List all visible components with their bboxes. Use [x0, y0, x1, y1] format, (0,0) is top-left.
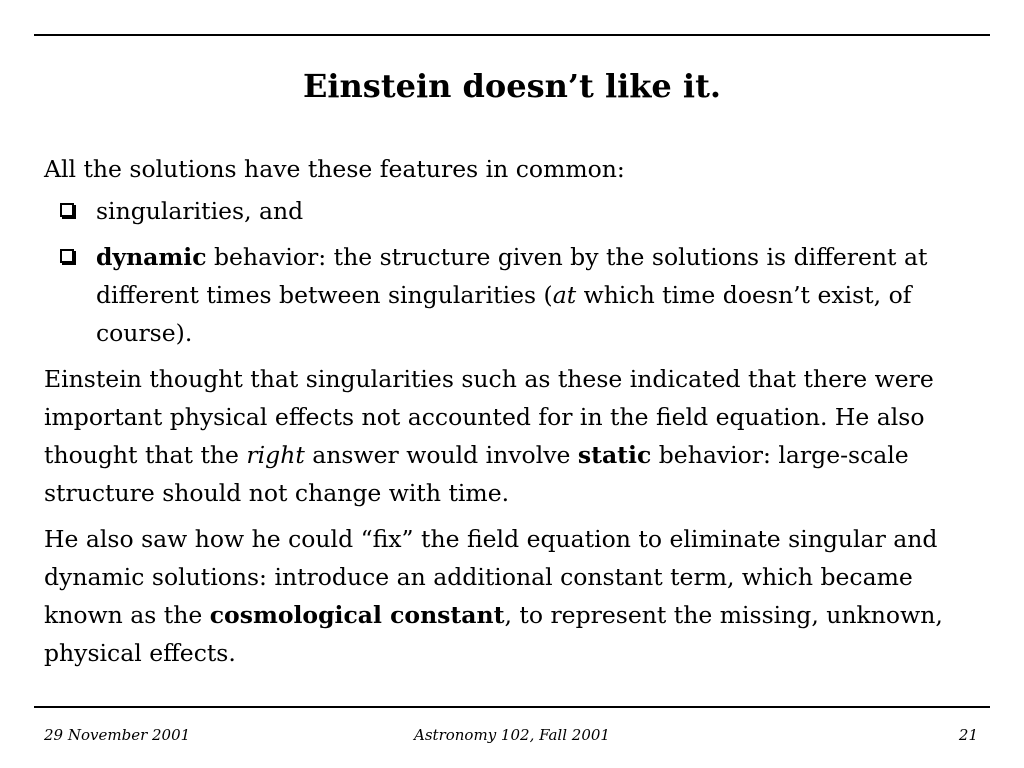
top-rule — [34, 34, 990, 36]
bullet-text — [96, 243, 927, 347]
bullet-text: singularities, and — [96, 197, 304, 225]
italic-word-at: at — [552, 281, 577, 309]
paragraph-text-part: He also saw how he could “fix” the field equation to eliminate singular and dynamic solutions: introduce an additional constant term, which became known as the — [44, 525, 938, 629]
cosmological-constant-paragraph — [44, 520, 994, 672]
footer-page-number: 21 — [958, 726, 978, 744]
bullet-item-dynamic — [44, 238, 994, 352]
paragraph-text-part: answer would involve — [304, 441, 578, 469]
slide-body — [44, 150, 994, 672]
einstein-paragraph — [44, 360, 994, 512]
paragraph-text-part: , to represent the missing, unknown, physical effects. — [44, 601, 943, 667]
bullet-item-singularities — [44, 192, 994, 230]
footer-date: 29 November 2001 — [44, 726, 191, 744]
paragraph-text-part: behavior: large-scale structure should not change with time. — [44, 441, 909, 507]
bottom-rule — [34, 706, 990, 708]
bullet-text-part: which time doesn’t exist, of course). — [96, 281, 912, 347]
bold-term-cosmological-constant: cosmological constant — [209, 601, 505, 629]
slide-title: Einstein doesn’t like it. — [302, 67, 721, 105]
paragraph-text-part: Einstein thought that singularities such as these indicated that there were important physical effects not accounted for in the field equation. He also thought that the — [44, 365, 934, 469]
footer-course: Astronomy 102, Fall 2001 — [414, 726, 610, 744]
italic-word-right: right — [246, 441, 305, 469]
checkbox-bullet-icon — [60, 249, 74, 263]
checkbox-bullet-icon — [60, 203, 74, 217]
bullet-text-part: behavior: the structure given by the solutions is different at different times between singularities ( — [96, 243, 928, 309]
bold-term-static: static — [577, 441, 652, 469]
bold-term-dynamic: dynamic — [96, 243, 207, 271]
intro-paragraph: All the solutions have these features in common: — [44, 155, 625, 183]
